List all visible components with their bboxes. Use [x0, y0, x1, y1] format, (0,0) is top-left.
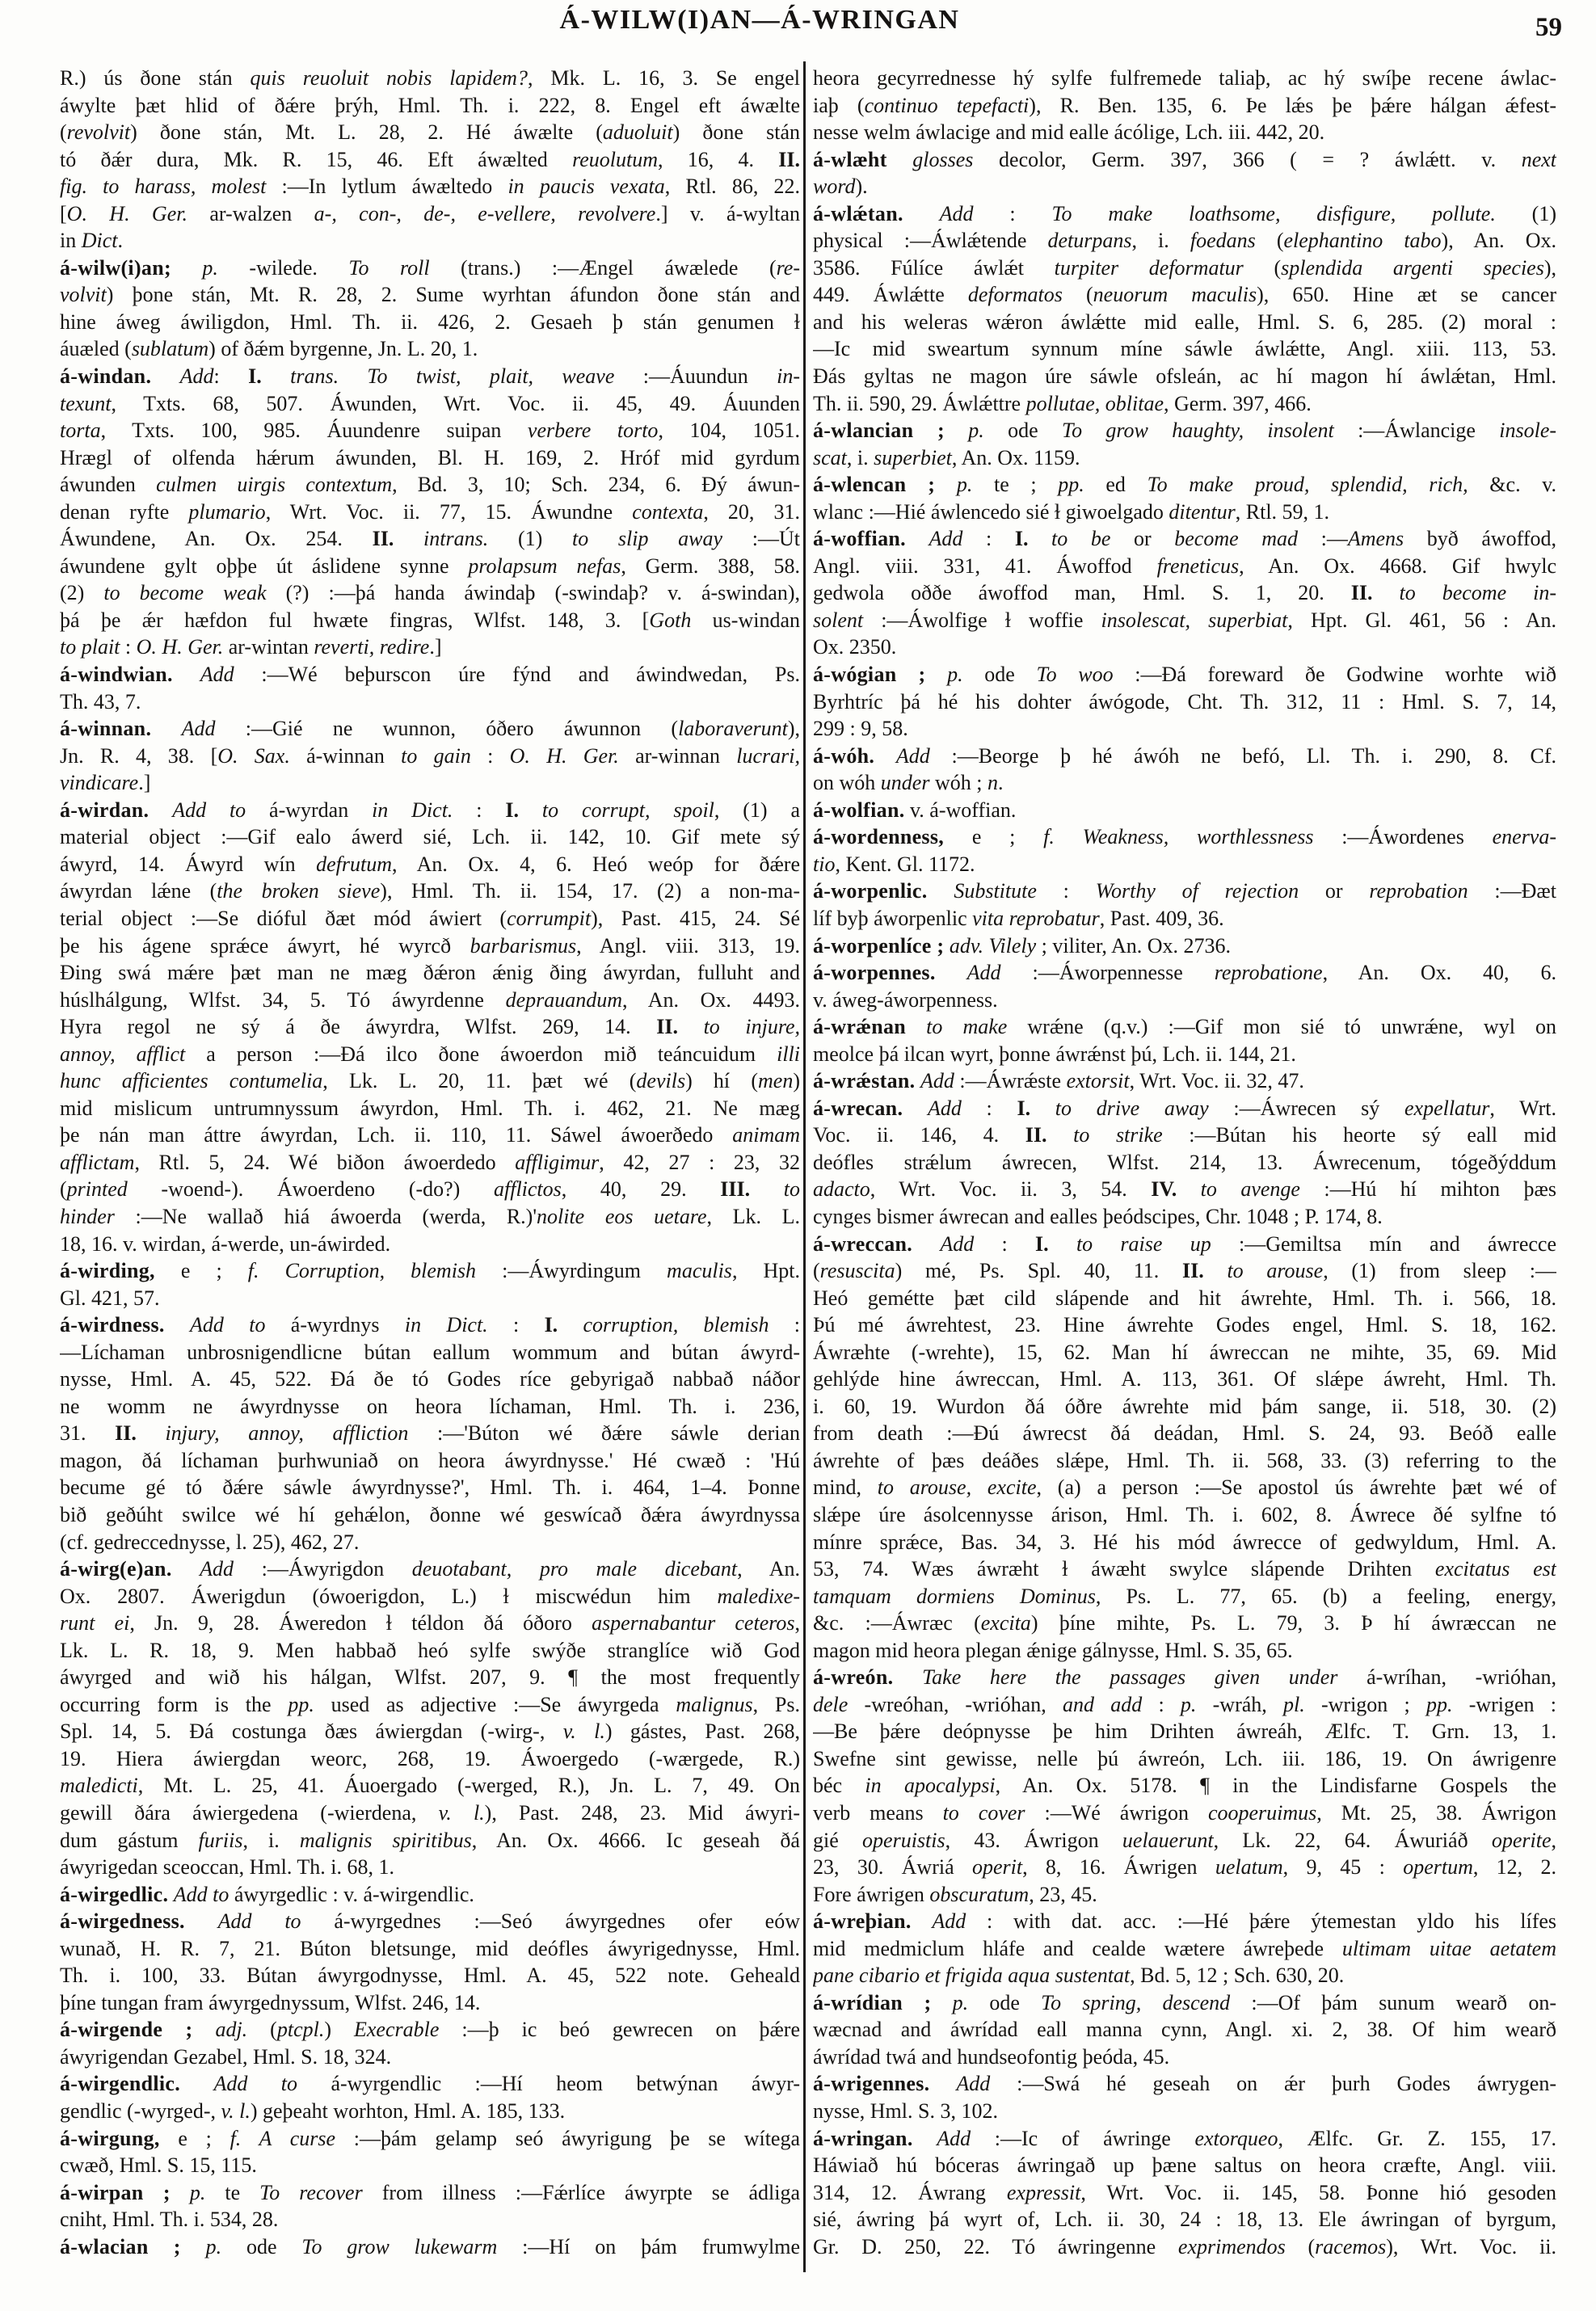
- dictionary-entry-line: á-windan. Add: I. trans. To twist, plait, weave :—Áuundun in-: [60, 364, 800, 389]
- dictionary-entry-line: á-wrigennes. Add :—Swá hé geseah on ǽr þurh Godes áwrygen-: [813, 2072, 1556, 2096]
- dictionary-line: Swefne sint gewisse, nelle þú áwreón, Lch. iii. 186, 19. On áwrigenre: [813, 1746, 1556, 1770]
- headword: á-wlæht: [813, 147, 887, 171]
- dictionary-line: áwyrged and wið his hálgan, Wlfst. 207, 9. ¶ the most frequently: [60, 1665, 800, 1690]
- dictionary-entry-line: á-wrǽnan to make wrǽne (q.v.) :—Gif mon sié tó unwrǽne, wyl on: [813, 1015, 1556, 1039]
- headword: á-wordenness,: [813, 825, 945, 849]
- headword: á-windwian.: [60, 663, 173, 687]
- dictionary-line: (2) to become weak (?) :—þá handa áwindaþ (-swindaþ? v. á-swindan),: [60, 581, 800, 605]
- headword: á-wreccan.: [813, 1231, 913, 1256]
- dictionary-line: áwylte þæt hlid of ðǽre þrýh, Hml. Th. i. 222, 8. Engel eft áwælte: [60, 93, 800, 117]
- dictionary-line: Th. ii. 590, 29. Áwlǽttre pollutae, oblitae, Germ. 397, 466.: [813, 391, 1312, 415]
- dictionary-entry-line: á-wlæht glosses decolor, Germ. 397, 366 ( = ? áwlǽtt. v. next: [813, 147, 1556, 171]
- dictionary-line: bið geðúht swilce wé hí gehǽlon, ðonne wé geswícað ðǽra áwyrdnyssa: [60, 1502, 800, 1526]
- dictionary-line: áwunden culmen uirgis contextum, Bd. 3, 10; Sch. 234, 6. Ðý áwun-: [60, 473, 800, 497]
- headword: á-wirgendlic.: [60, 2072, 181, 2096]
- dictionary-line: solent :—Áwolfige ɫ woffie insolescat, superbiat, Hpt. Gl. 461, 56 : An.: [813, 608, 1556, 632]
- dictionary-line: Fore áwrigen obscuratum, 23, 45.: [813, 1882, 1097, 1906]
- dictionary-line: tó ðǽr dura, Mk. R. 15, 46. Eft áwælted reuolutum, 16, 4. II.: [60, 147, 800, 171]
- dictionary-line: Byrhtríc þá hé his dohter áwógode, Cht. Th. 312, 11 : Hml. S. 7, 14,: [813, 689, 1556, 714]
- dictionary-line: Gl. 421, 57.: [60, 1286, 160, 1310]
- dictionary-entry-line: á-worpenlic. Substitute : Worthy of rejection or reprobation :—Ðæt: [813, 879, 1556, 903]
- dictionary-line: and his weleras wǽron áwlǽtte mid ealle, Hml. S. 6, 285. (2) moral :: [813, 309, 1556, 334]
- dictionary-line: adacto, Wrt. Voc. ii. 3, 54. IV. to avenge :—Hú hí mihton þæs: [813, 1177, 1556, 1202]
- headword: á-winnan.: [60, 717, 152, 741]
- dictionary-line: 19. Hiera áwiergdan weorc, 268, 19. Áwoergedo (-wærgede, R.): [60, 1746, 800, 1770]
- dictionary-entry-line: á-wreccan. Add : I. to raise up :—Gemiltsa mín and áwrecce: [813, 1231, 1556, 1256]
- dictionary-line: gewill ðára áwiergedena (-wierdena, v. l.), Past. 248, 23. Mid áwyri-: [60, 1801, 800, 1825]
- dictionary-line: Voc. ii. 146, 4. II. to strike :—Bútan his heorte sý eall mid: [813, 1123, 1556, 1147]
- dictionary-line: áwrehte of þæs deáðes slǽpe, Hml. Th. ii. 568, 33. (3) referring to the: [813, 1448, 1556, 1472]
- dictionary-line: Ðás gyltas ne magon úre sáwle ofsleán, ac hí magon hí áwlǽtan, Hml.: [813, 364, 1556, 389]
- dictionary-entry-line: á-worpennes. Add :—Áworpennesse reprobatione, An. Ox. 40, 6.: [813, 961, 1556, 985]
- dictionary-line: —Ic mid sweartum synnum míne sáwle áwlǽtte, Angl. xiii. 113, 53.: [813, 337, 1556, 361]
- headword: á-wrecan.: [813, 1096, 903, 1120]
- dictionary-line: iaþ (continuo tepefacti), R. Ben. 135, 6. Þe lǽs þe þǽre hálgan ǽfest-: [813, 93, 1556, 117]
- dictionary-entry-line: á-wolfian. v. á-woffian.: [813, 798, 1017, 822]
- dictionary-line: Gr. D. 250, 22. Tó áwringenne exprimendos (racemos), Wrt. Voc. ii.: [813, 2234, 1556, 2258]
- headword: á-wirgung,: [60, 2126, 160, 2150]
- headword: á-wirding,: [60, 1259, 155, 1283]
- dictionary-line: cniht, Hml. Th. i. 534, 28.: [60, 2208, 279, 2232]
- dictionary-line: deófles strǽlum áwrecen, Wlfst. 214, 13. Áwrecenum, tógeðýddum: [813, 1150, 1556, 1174]
- dictionary-line: meolce þá ilcan wyrt, þonne áwrǽnst þú, Lch. ii. 144, 21.: [813, 1042, 1296, 1066]
- dictionary-line: Hrægl of olfenda hǽrum áwunden, Bl. H. 169, 2. Hróf mid gyrdum: [60, 445, 800, 469]
- dictionary-line: gedwola oððe áwoffod man, Hml. S. 1, 20. II. to become in-: [813, 581, 1556, 605]
- dictionary-line: ne womm ne áwyrdnysse on heora líchaman, Hml. Th. i. 236,: [60, 1394, 800, 1418]
- running-head: Á-WILW(I)AN—Á-WRINGAN: [559, 5, 960, 35]
- dictionary-entry-line: á-wordenness, e ; f. Weakness, worthlessness :—Áwordenes enerva-: [813, 825, 1556, 849]
- dictionary-entry-line: á-wirgedness. Add to á-wyrgednes :—Seó áwyrgednes ofer eów: [60, 1909, 800, 1934]
- dictionary-entry-line: á-wirgendlic. Add to á-wyrgendlic :—Hí heom betwýnan áwyr-: [60, 2072, 800, 2096]
- dictionary-line: þe his ágene sprǽce áwyrt, hé wyrcð barbarismus, Angl. viii. 313, 19.: [60, 933, 800, 958]
- dictionary-entry-line: á-wreþian. Add : with dat. acc. :—Hé þǽre ýtemestan yldo his lífes: [813, 1909, 1556, 1934]
- headword: á-wreþian.: [813, 1909, 912, 1934]
- headword: á-worpennes.: [813, 961, 936, 985]
- dictionary-entry-line: á-wirpan ; p. te To recover from illness :—Fǽrlíce áwyrpte se ádliga: [60, 2180, 800, 2204]
- headword: á-wirgedness.: [60, 1909, 185, 1934]
- dictionary-line: gié operuistis, 43. Áwrigon uelauerunt, Lk. 22, 64. Áwuriáð operite,: [813, 1828, 1556, 1852]
- headword: á-wrǽstan.: [813, 1069, 916, 1093]
- right-column: [813, 65, 1556, 2260]
- dictionary-entry-line: á-wirding, e ; f. Corruption, blemish :—Áwyrdingum maculis, Hpt.: [60, 1259, 800, 1283]
- dictionary-line: verb means to cover :—Wé áwrigon cooperuimus, Mt. 25, 38. Áwrigon: [813, 1801, 1556, 1825]
- dictionary-line: on wóh under wóh ; n.: [813, 771, 1004, 795]
- dictionary-line: þe nán man áttre áwyrdan, Lch. ii. 110, 11. Sáwel áwoerðedo animam: [60, 1123, 800, 1147]
- dictionary-line: cynges bismer áwrecan and ealles þeódscipes, Chr. 1048 ; P. 174, 8.: [813, 1204, 1383, 1228]
- dictionary-entry-line: á-wóh. Add :—Beorge þ hé áwóh ne befó, Ll. Th. i. 290, 8. Cf.: [813, 743, 1556, 768]
- headword: á-wirg(e)an.: [60, 1557, 172, 1581]
- dictionary-line: mid medmiclum hláfe and cealde wætere áwreþede ultimam uitae aetatem: [813, 1936, 1556, 1960]
- dictionary-line: material object :—Gif ealo áwerd sié, Lch. ii. 142, 10. Gif mete sý: [60, 825, 800, 849]
- dictionary-line: Hyra regol ne sý á ðe áwyrdra, Wlfst. 269, 14. II. to injure,: [60, 1015, 800, 1039]
- dictionary-line: slǽpe úre ásolcennysse árison, Hml. Th. i. 602, 8. Áwrece ðé sylfne tó: [813, 1502, 1556, 1526]
- headword: á-woffian.: [813, 527, 906, 551]
- dictionary-entry-line: á-wlǽtan. Add : To make loathsome, disfigure, pollute. (1): [813, 201, 1556, 225]
- headword: á-wirpan ;: [60, 2180, 171, 2204]
- headword: á-wrídian ;: [813, 1990, 932, 2014]
- dictionary-entry-line: á-wirgedlic. Add to áwyrgedlic : v. á-wirgendlic.: [60, 1882, 474, 1906]
- dictionary-entry-line: á-wirdness. Add to á-wyrdnys in Dict. : I. corruption, blemish :: [60, 1313, 800, 1337]
- dictionary-line: þíne tungan fram áwyrgednyssum, Wlfst. 246, 14.: [60, 1990, 481, 2014]
- dictionary-line: magon, ðá líchaman þurhwuniað on heora áwyrdnysse.' Hé cwæð : 'Hú: [60, 1448, 800, 1472]
- dictionary-line: —Be þǽre deópnysse þe him Drihten áwreáh, Ælfc. T. Grn. 13, 1.: [813, 1720, 1556, 1744]
- dictionary-line: áwyrd, 14. Áwyrd wín defrutum, An. Ox. 4, 6. Heó weóp for ðǽre: [60, 852, 800, 876]
- dictionary-line: nysse, Hml. S. 3, 102.: [813, 2099, 998, 2124]
- headword: á-worpenlic.: [813, 879, 928, 903]
- dictionary-line: Jn. R. 4, 38. [O. Sax. á-winnan to gain : O. H. Ger. ar-winnan lucrari,: [60, 743, 800, 768]
- dictionary-line: texunt, Txts. 68, 507. Áwunden, Wrt. Voc. ii. 45, 49. Áuunden: [60, 391, 800, 415]
- dictionary-line: gendlic (-wyrged-, v. l.) geþeaht worhton, Hml. A. 185, 133.: [60, 2099, 566, 2124]
- dictionary-entry-line: á-wringan. Add :—Ic of áwringe extorqueo, Ælfc. Gr. Z. 155, 17.: [813, 2126, 1556, 2150]
- dictionary-line: denan ryfte plumario, Wrt. Voc. ii. 77, 15. Áwundne contexta, 20, 31.: [60, 499, 800, 524]
- dictionary-line: magon mid heora plegan ǽnige gálnysse, Hml. S. 35, 65.: [813, 1638, 1293, 1662]
- dictionary-line: (resuscita) mé, Ps. Spl. 40, 11. II. to arouse, (1) from sleep :—: [813, 1259, 1556, 1283]
- dictionary-line: torta, Txts. 100, 985. Áuundenre suipan verbere torto, 104, 1051.: [60, 419, 800, 443]
- left-column: [60, 65, 800, 2260]
- dictionary-line: —Líchaman unbrosnigendlicne bútan eallum wommum and bútan áwyrd-: [60, 1340, 800, 1364]
- headword: á-wóh.: [813, 743, 875, 768]
- dictionary-line: wunað, H. R. 7, 21. Búton bletsunge, mid deófles áwyrigednysse, Hml.: [60, 1936, 800, 1960]
- dictionary-line: (cf. gedreccednysse, l. 25), 462, 27.: [60, 1530, 360, 1554]
- dictionary-line: Th. i. 100, 33. Bútan áwyrgodnysse, Hml. A. 45, 522 note. Geheald: [60, 1964, 800, 1988]
- dictionary-entry-line: á-wlancian ; p. ode To grow haughty, insolent :—Áwlancige insole-: [813, 419, 1556, 443]
- dictionary-entry-line: á-wógian ; p. ode To woo :—Ðá foreward ðe Godwine worhte wið: [813, 663, 1556, 687]
- dictionary-line: hinder :—Ne wallað hiá áwoerda (werda, R.)'nolite eos uetare, Lk. L.: [60, 1204, 800, 1228]
- dictionary-line: Th. 43, 7.: [60, 689, 141, 714]
- dictionary-line: 18, 16. v. wirdan, á-werde, un-áwirded.: [60, 1231, 391, 1256]
- dictionary-line: mid mislicum untrumnyssum áwyrdon, Hml. Th. i. 462, 21. Ne mæg: [60, 1096, 800, 1120]
- dictionary-entry-line: á-wirg(e)an. Add :—Áwyrigdon deuotabant, pro male dicebant, An.: [60, 1557, 800, 1581]
- dictionary-line: þá þe ǽr hæfdon ful hwæte fingras, Wlfst. 148, 3. [Goth us-windan: [60, 608, 800, 632]
- dictionary-line: physical :—Áwlǽtende deturpans, i. foedans (elephantino tabo), An. Ox.: [813, 229, 1556, 253]
- dictionary-line: tamquam dormiens Dominus, Ps. L. 77, 65. (b) a feeling, energy,: [813, 1584, 1556, 1608]
- dictionary-line: gehlýde hine áwreccan, Hml. A. 113, 361. Of slǽpe áwreht, Hml. Th.: [813, 1367, 1556, 1391]
- dictionary-line: vindicare.]: [60, 771, 151, 795]
- dictionary-line: word).: [813, 175, 868, 199]
- dictionary-entry-line: á-winnan. Add :—Gié ne wunnon, óðero áwunnon (laboraverunt),: [60, 717, 800, 741]
- dictionary-line: nysse, Hml. A. 45, 522. Ðá ðe tó Godes ríce gebyrigað nabbað náðor: [60, 1367, 800, 1391]
- dictionary-line: terial object :—Se dióful ðæt mód áwiert (corrumpit), Past. 415, 24. Sé: [60, 906, 800, 930]
- headword: á-wlacian ;: [60, 2234, 181, 2258]
- dictionary-line: to plait : O. H. Ger. ar-wintan reverti, redire.]: [60, 635, 442, 659]
- column-divider-rule: [803, 61, 806, 2272]
- headword: á-wringan.: [813, 2126, 913, 2150]
- dictionary-line: (printed -woend-). Áwoerdeno (-do?) afflictos, 40, 29. III. to: [60, 1177, 800, 1202]
- headword: á-wlancian ;: [813, 419, 945, 443]
- headword: á-wrǽnan: [813, 1015, 907, 1039]
- dictionary-line: R.) ús ðone stán quis reuoluit nobis lapidem?, Mk. L. 16, 3. Se engel: [60, 66, 800, 90]
- dictionary-line: nesse welm áwlacige and mid ealle ácólige, Lch. iii. 442, 20.: [813, 120, 1325, 145]
- dictionary-line: heora gecyrrednesse hý sylfe fulfremede taliaþ, ac hý swíþe recene áwlac-: [813, 66, 1556, 90]
- dictionary-entry-line: á-wreón. Take here the passages given under á-wríhan, -wrióhan,: [813, 1665, 1556, 1690]
- dictionary-line: áuæled (sublatum) of ðǽm byrgenne, Jn. L. 20, 1.: [60, 337, 478, 361]
- page-number: 59: [1535, 13, 1562, 42]
- dictionary-entry-line: á-wrídian ; p. ode To spring, descend :—Of þám sunum wearð on-: [813, 1990, 1556, 2014]
- dictionary-line: 449. Áwlǽtte deformatos (neuorum maculis), 650. Hine æt se cancer: [813, 283, 1556, 307]
- headword: á-windan.: [60, 364, 152, 389]
- dictionary-line: [O. H. Ger. ar-walzen a-, con-, de-, e-vellere, revolvere.] v. á-wyltan: [60, 201, 800, 225]
- dictionary-line: runt ei, Jn. 9, 28. Áweredon ɫ téldon ðá óðoro aspernabantur ceteros,: [60, 1611, 800, 1635]
- dictionary-line: 299 : 9, 58.: [813, 717, 908, 741]
- dictionary-entry-line: á-woffian. Add : I. to be or become mad :—Amens byð áwoffod,: [813, 527, 1556, 551]
- dictionary-line: from death :—Ðú áwrecst ðá deádan, Hml. S. 24, 93. Beóð ealle: [813, 1421, 1556, 1446]
- dictionary-line: sié, áwring þá wyrt of, Lch. ii. 30, 24 : 18, 13. Ele áwringan of byrgum,: [813, 2208, 1556, 2232]
- dictionary-line: hunc afficientes contumelia, Lk. L. 20, 11. þæt wé (devils) hí (men): [60, 1069, 800, 1093]
- dictionary-line: (revolvit) ðone stán, Mt. L. 28, 2. Hé áwælte (aduoluit) ðone stán: [60, 120, 800, 145]
- headword: á-wirdness.: [60, 1313, 165, 1337]
- dictionary-line: tio, Kent. Gl. 1172.: [813, 852, 975, 876]
- dictionary-line: cwæð, Hml. S. 15, 115.: [60, 2153, 257, 2178]
- headword: á-wlǽtan.: [813, 201, 903, 225]
- dictionary-line: áwyrigendan Gezabel, Hml. S. 18, 324.: [60, 2044, 392, 2069]
- dictionary-line: dele -wreóhan, -wrióhan, and add : p. -wráh, pl. -wrigon ; pp. -wrigen :: [813, 1692, 1556, 1716]
- dictionary-line: Háwiað hú bóceras áwringað up þæne saltus on heora cræfte, Angl. viii.: [813, 2153, 1556, 2178]
- dictionary-line: áwundene gylt oþþe út áslidene synne prolapsum nefas, Germ. 388, 58.: [60, 554, 800, 578]
- dictionary-entry-line: á-windwian. Add :—Wé beþurscon úre fýnd and áwindwedan, Ps.: [60, 663, 800, 687]
- dictionary-line: &c. :—Áwræc (excita) þíne mihte, Ps. L. 79, 3. Þ hí áwræccan ne: [813, 1611, 1556, 1635]
- dictionary-entry-line: á-wirgung, e ; f. A curse :—þám gelamp seó áwyrigung þe se wítega: [60, 2126, 800, 2150]
- dictionary-entry-line: á-wrǽstan. Add :—Áwrǽste extorsit, Wrt. Voc. ii. 32, 47.: [813, 1069, 1304, 1093]
- dictionary-line: annoy, afflict a person :—Ðá ilco ðone áwoerdon mið teáncuidum illi: [60, 1042, 800, 1066]
- dictionary-line: Spl. 14, 5. Ðá costunga ðæs áwiergdan (-wirg-, v. l.) gástes, Past. 268,: [60, 1720, 800, 1744]
- dictionary-line: becume gé tó ðǽre sáwle áwyrdnysse?', Hml. Th. i. 464, 1–4. Þonne: [60, 1475, 800, 1500]
- dictionary-line: wlanc :—Hié áwlencedo sié ɫ giwoelgado ditentur, Rtl. 59, 1.: [813, 499, 1330, 524]
- dictionary-line: áwrídad twá and hundseofontig þeóda, 45.: [813, 2044, 1170, 2069]
- dictionary-line: Ox. 2807. Áwerigdun (ówoerigdon, L.) ɫ miscwédun him maledixe-: [60, 1584, 800, 1608]
- dictionary-line: wæcnad and áwrídad eall manna cynn, Angl. xi. 2, 38. Of him wearð: [813, 2018, 1556, 2042]
- dictionary-line: i. 60, 19. Wurdon ðá óðre áwrehte mid þám sange, ii. 518, 30. (2): [813, 1394, 1556, 1418]
- dictionary-line: Ox. 2350.: [813, 635, 897, 659]
- headword: á-wirgende ;: [60, 2018, 193, 2042]
- dictionary-line: 23, 30. Áwriá operit, 8, 16. Áwrigen uelatum, 9, 45 : opertum, 12, 2.: [813, 1855, 1556, 1880]
- dictionary-line: Áwundene, An. Ox. 254. II. intrans. (1) to slip away :—Út: [60, 527, 800, 551]
- dictionary-line: occurring form is the pp. used as adjective :—Se áwyrgeda malignus, Ps.: [60, 1692, 800, 1716]
- dictionary-entry-line: á-wlacian ; p. ode To grow lukewarm :—Hí on þám frumwylme: [60, 2234, 800, 2258]
- dictionary-line: mínre sprǽce, Bas. 34, 3. Hé his mód áwrecce of gedwyldum, Hml. A.: [813, 1530, 1556, 1554]
- dictionary-line: pane cibario et frigida aqua sustentat, Bd. 5, 12 ; Sch. 630, 20.: [813, 1964, 1345, 1988]
- dictionary-entry-line: á-wirdan. Add to á-wyrdan in Dict. : I. to corrupt, spoil, (1) a: [60, 798, 800, 822]
- dictionary-line: v. áweg-áworpenness.: [813, 987, 998, 1012]
- dictionary-line: Ðing swá mǽre þæt man ne mæg ðǽron ǽnig ðing áwyrdan, fulluht and: [60, 961, 800, 985]
- dictionary-entry-line: á-wrecan. Add : I. to drive away :—Áwrecen sý expellatur, Wrt.: [813, 1096, 1556, 1120]
- headword: á-wreón.: [813, 1665, 894, 1690]
- dictionary-line: mind, to arouse, excite, (a) a person :—Se apostol ús áwrehte þæt wé of: [813, 1475, 1556, 1500]
- dictionary-entry-line: á-wirgende ; adj. (ptcpl.) Execrable :—þ ic beó gewrecen on þǽre: [60, 2018, 800, 2042]
- dictionary-line: Heó gemétte þæt cild slápende and hit áwrehte, Hml. Th. i. 566, 18.: [813, 1286, 1556, 1310]
- headword: á-wrigennes.: [813, 2072, 930, 2096]
- dictionary-line: maledicti, Mt. L. 25, 41. Áuoergado (-werged, R.), Jn. L. 7, 49. On: [60, 1774, 800, 1798]
- headword: á-wirdan.: [60, 798, 149, 822]
- dictionary-entry-line: á-wilw(i)an; p. -wilede. To roll (trans.) :—Ængel áwælede (re-: [60, 255, 800, 280]
- dictionary-line: béc in apocalypsi, An. Ox. 5178. ¶ in the Lindisfarne Gospels the: [813, 1774, 1556, 1798]
- dictionary-line: Áwræhte (-wrehte), 15, 62. Man hí áwreccan ne mihte, 35, 69. Mid: [813, 1340, 1556, 1364]
- dictionary-line: afflictam, Rtl. 5, 24. Wé biðon áwoerdedo affligimur, 42, 27 : 23, 32: [60, 1150, 800, 1174]
- headword: á-wolfian.: [813, 798, 905, 822]
- dictionary-line: Lk. L. R. 18, 9. Men habbað heó sylfe swýðe stranglíce wið God: [60, 1638, 800, 1662]
- dictionary-line: in Dict.: [60, 229, 123, 253]
- dictionary-entry-line: á-wlencan ; p. te ; pp. ed To make proud, splendid, rich, &c. v.: [813, 473, 1556, 497]
- dictionary-line: 3586. Fúlíce áwlǽt turpiter deformatur (splendida argenti species),: [813, 255, 1556, 280]
- dictionary-line: fig. to harass, molest :—In lytlum áwæltedo in paucis vexata, Rtl. 86, 22.: [60, 175, 800, 199]
- headword: á-wlencan ;: [813, 473, 936, 497]
- headword: á-wirgedlic.: [60, 1882, 169, 1906]
- dictionary-line: líf byþ áworpenlic vita reprobatur, Past. 409, 36.: [813, 906, 1224, 930]
- dictionary-line: Þú mé áwrehtest, 23. Hine áwrehte Godes engel, Hml. S. 18, 162.: [813, 1313, 1556, 1337]
- headword: á-wilw(i)an;: [60, 255, 171, 280]
- dictionary-line: dum gástum furiis, i. malignis spiritibus, An. Ox. 4666. Ic geseah ðá: [60, 1828, 800, 1852]
- dictionary-line: áwyrdan lǽne (the broken sieve), Hml. Th. ii. 154, 17. (2) a non-ma-: [60, 879, 800, 903]
- dictionary-line: scat, i. superbiet, An. Ox. 1159.: [813, 445, 1080, 469]
- dictionary-line: 314, 12. Áwrang expressit, Wrt. Voc. ii. 145, 58. Þonne hió gesoden: [813, 2180, 1556, 2204]
- headword: á-wógian ;: [813, 663, 926, 687]
- dictionary-line: áwyrigedan sceoccan, Hml. Th. i. 68, 1.: [60, 1855, 394, 1880]
- dictionary-line: hine áweg áwiligdon, Hml. Th. ii. 426, 2. Gesaeh þ stán genumen ɫ: [60, 309, 800, 334]
- dictionary-entry-line: á-worpenlíce ; adv. Vilely ; viliter, An. Ox. 2736.: [813, 933, 1232, 958]
- dictionary-line: volvit) þone stán, Mt. R. 28, 2. Sume wyrhtan áfundon ðone stán and: [60, 283, 800, 307]
- dictionary-line: húslhálgung, Wlfst. 34, 5. Tó áwyrdenne deprauandum, An. Ox. 4493.: [60, 987, 800, 1012]
- dictionary-line: 31. II. injury, annoy, affliction :—'Búton wé ðǽre sáwle derian: [60, 1421, 800, 1446]
- dictionary-line: 53, 74. Wæs áwræht ɫ áwæht swylce slápende Drihten excitatus est: [813, 1557, 1556, 1581]
- headword: á-worpenlíce ;: [813, 933, 945, 958]
- dictionary-line: Angl. viii. 331, 41. Áwoffod freneticus, An. Ox. 4668. Gif hwylc: [813, 554, 1556, 578]
